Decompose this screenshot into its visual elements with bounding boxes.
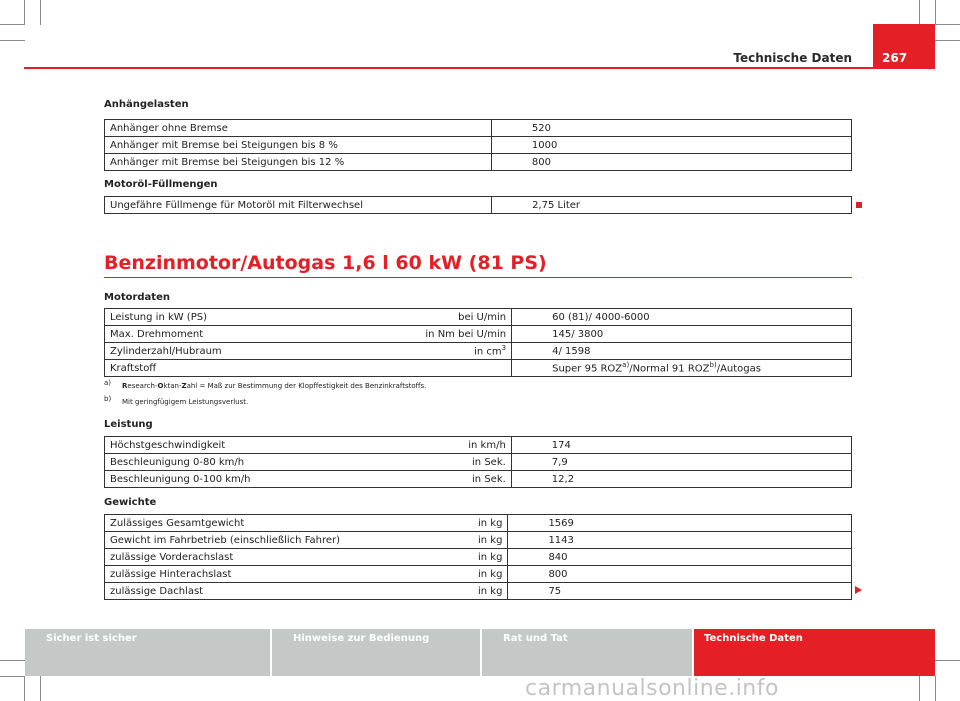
section-end-icon <box>856 202 862 208</box>
table-row <box>105 326 852 343</box>
footnote-initial: Z <box>181 382 187 390</box>
header-rule <box>24 67 935 69</box>
footnote-a <box>104 379 427 390</box>
row-label: zulässige Hinterachslast <box>105 566 474 583</box>
row-label: Zulässiges Gesamtgewicht <box>105 515 474 532</box>
row-label: Ungefähre Füllmenge für Motoröl mit Filterwechsel <box>105 197 482 214</box>
row-label: Anhänger mit Bremse bei Steigungen bis 8 % <box>105 137 481 154</box>
row-label: Anhänger mit Bremse bei Steigungen bis 12 % <box>105 154 481 171</box>
table-row <box>105 454 852 471</box>
row-label: Beschleunigung 0-100 km/h <box>105 471 464 488</box>
row-unit <box>481 197 492 214</box>
row-unit: in Sek. <box>463 454 511 471</box>
row-label: zulässige Vorderachslast <box>105 549 474 566</box>
footnote-text: Mit geringfügigem Leistungsverlust. <box>122 398 249 406</box>
row-unit <box>481 137 492 154</box>
unit-text: in cm <box>474 346 502 358</box>
row-unit: bei U/min <box>420 309 511 326</box>
row-value: 800 <box>508 566 852 583</box>
table-row <box>105 471 852 488</box>
row-value: 75 <box>508 583 852 600</box>
crop-mark <box>0 660 25 661</box>
section-label-leistung: Leistung <box>104 419 153 430</box>
footer-tab-technische-daten[interactable]: Technische Daten <box>694 629 935 676</box>
row-label: Kraftstoff <box>105 360 421 377</box>
table-row <box>105 532 852 549</box>
row-value <box>512 360 852 377</box>
motoroel-table <box>104 196 852 214</box>
crop-mark <box>935 40 960 41</box>
main-heading: Benzinmotor/Autogas 1,6 l 60 kW (81 PS) <box>104 252 547 274</box>
unit-superscript: 3 <box>501 344 507 353</box>
crop-mark <box>40 676 41 701</box>
row-unit <box>420 343 511 360</box>
crop-mark <box>935 0 936 25</box>
row-value: 840 <box>508 549 852 566</box>
footnote-ref-b: b) <box>709 361 717 370</box>
footnote-marker: b) <box>104 395 112 403</box>
row-unit: in Nm bei U/min <box>420 326 511 343</box>
crop-mark <box>919 0 920 25</box>
row-label: Beschleunigung 0-80 km/h <box>105 454 464 471</box>
footnote-marker: a) <box>104 379 112 387</box>
row-value: 12,2 <box>511 471 851 488</box>
table-row <box>105 566 852 583</box>
crop-mark <box>24 0 25 25</box>
table-row <box>105 549 852 566</box>
row-value: 4/ 1598 <box>512 343 852 360</box>
fuel-autogas: /Autogas <box>716 363 761 375</box>
crop-mark <box>0 24 25 25</box>
heading-rule <box>104 277 852 278</box>
footer-tab-sicher[interactable]: Sicher ist sicher <box>25 629 270 676</box>
row-label: Leistung in kW (PS) <box>105 309 421 326</box>
row-value: 1143 <box>508 532 852 549</box>
footnote-text: esearch- <box>127 382 158 390</box>
continue-arrow-icon <box>855 586 862 594</box>
row-unit: in kg <box>473 549 508 566</box>
row-unit <box>481 120 492 137</box>
row-value: 145/ 3800 <box>512 326 852 343</box>
table-row <box>105 197 852 214</box>
row-value: 800 <box>491 154 851 171</box>
crop-mark <box>0 40 25 41</box>
row-label: Zylinderzahl/Hubraum <box>105 343 421 360</box>
row-value: 1569 <box>508 515 852 532</box>
crop-mark <box>919 676 920 701</box>
fuel-normal: /Normal 91 ROZ <box>629 363 710 375</box>
row-unit: in kg <box>473 532 508 549</box>
table-row <box>105 360 852 377</box>
section-label-gewichte: Gewichte <box>104 497 157 508</box>
crop-mark <box>935 660 960 661</box>
crop-mark <box>935 676 936 701</box>
table-row <box>105 583 852 600</box>
table-row <box>105 137 852 154</box>
row-value: 2,75 Liter <box>492 197 852 214</box>
footnote-text: ahl = Maß zur Bestimmung der Klopffestigkeit des Benzinkraftstoffs. <box>186 382 427 390</box>
row-label: Gewicht im Fahrbetrieb (einschließlich Fahrer) <box>105 532 474 549</box>
row-unit: in km/h <box>463 437 511 454</box>
row-value: 174 <box>511 437 851 454</box>
row-label: Anhänger ohne Bremse <box>105 120 481 137</box>
section-label-anhaengelasten: Anhängelasten <box>104 99 189 110</box>
crop-mark <box>935 24 960 25</box>
row-label: zulässige Dachlast <box>105 583 474 600</box>
leistung-table <box>104 436 852 488</box>
table-row <box>105 154 852 171</box>
row-unit: in kg <box>473 515 508 532</box>
footnote-initial: O <box>157 382 164 390</box>
table-row <box>105 437 852 454</box>
chapter-title: Technische Daten <box>733 51 852 65</box>
footer-tab-rat[interactable]: Rat und Tat <box>482 629 692 676</box>
footnote-ref-a: a) <box>622 361 630 370</box>
table-row <box>105 120 852 137</box>
row-unit <box>481 154 492 171</box>
gewichte-table <box>104 514 852 600</box>
row-unit: in Sek. <box>463 471 511 488</box>
footnote-text: ktan- <box>163 382 182 390</box>
footnote-initial: R <box>122 382 128 390</box>
row-value: 60 (81)/ 4000-6000 <box>512 309 852 326</box>
row-value: 520 <box>491 120 851 137</box>
row-value: 7,9 <box>511 454 851 471</box>
footer-tab-hinweise[interactable]: Hinweise zur Bedienung <box>272 629 480 676</box>
footnote-b <box>104 395 249 406</box>
page-number: 267 <box>873 24 935 68</box>
section-label-motoroel: Motoröl-Füllmengen <box>104 179 218 190</box>
watermark: carmanualsonline.info <box>525 676 779 701</box>
fuel-super: Super 95 ROZ <box>552 363 623 375</box>
motordaten-table <box>104 308 852 377</box>
row-value: 1000 <box>491 137 851 154</box>
crop-mark <box>40 0 41 25</box>
table-row <box>105 343 852 360</box>
row-unit: in kg <box>473 566 508 583</box>
row-label: Höchstgeschwindigkeit <box>105 437 464 454</box>
row-label: Max. Drehmoment <box>105 326 421 343</box>
section-label-motordaten: Motordaten <box>104 292 170 303</box>
anhaengelasten-table <box>104 119 852 171</box>
row-unit <box>420 360 511 377</box>
table-row <box>105 309 852 326</box>
table-row <box>105 515 852 532</box>
row-unit: in kg <box>473 583 508 600</box>
crop-mark <box>0 676 25 677</box>
crop-mark <box>24 676 25 701</box>
